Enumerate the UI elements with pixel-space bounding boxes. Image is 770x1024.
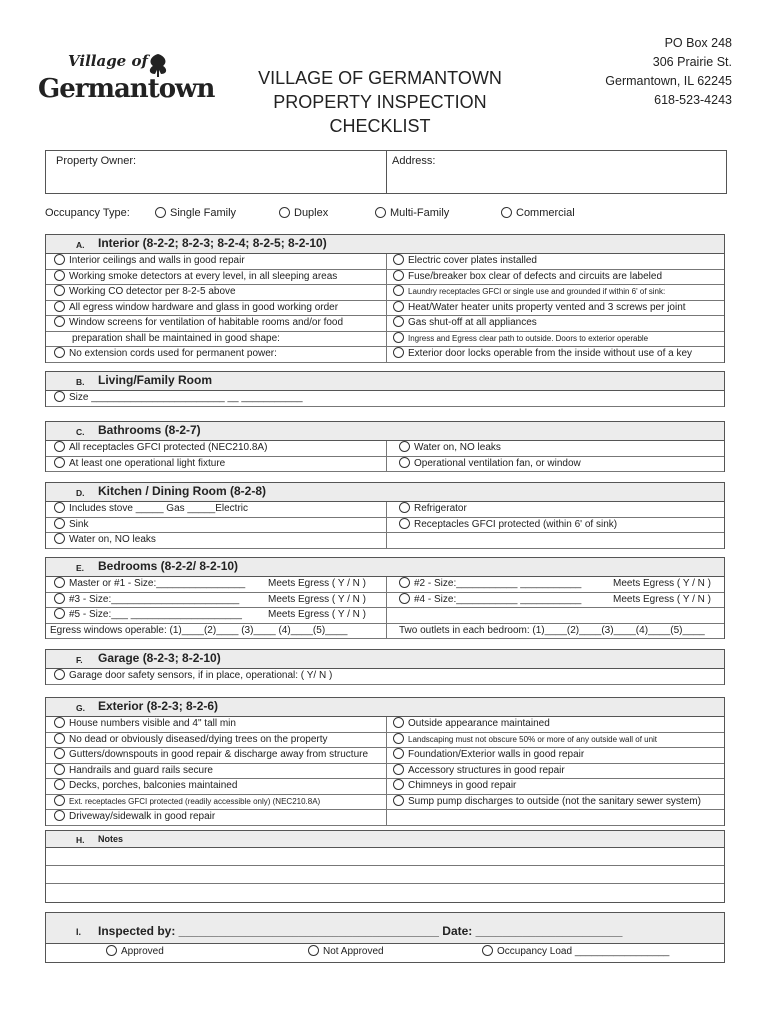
checkbox-radio[interactable] [54, 301, 65, 312]
section-header [45, 557, 725, 577]
address-line: 306 Prairie St. [652, 55, 732, 69]
checkbox-radio[interactable] [393, 795, 404, 806]
check-item: Garage door safety sensors, if in place, operational: ( Y/ N ) [69, 670, 333, 681]
checkbox-radio[interactable] [54, 577, 65, 588]
section-letter: I. [76, 927, 82, 937]
owner-field[interactable] [126, 153, 381, 189]
check-item: Laundry receptacles GFCI or single use and grounded if within 6' of sink: [408, 287, 666, 296]
check-item: Accessory structures in good repair [408, 764, 565, 776]
checkbox-radio[interactable] [399, 593, 410, 604]
check-item: House numbers visible and 4" tall min [69, 718, 236, 729]
checkbox-radio[interactable] [54, 391, 65, 402]
section-letter: E. [76, 563, 85, 573]
checkbox-radio[interactable] [54, 254, 65, 265]
title-line-2: PROPERTY INSPECTION CHECKLIST [273, 92, 487, 136]
bedroom-size: #4 - Size:___________ ___________ [414, 593, 582, 605]
section-letter: H. [76, 835, 85, 845]
check-item: Working smoke detectors at every level, in all sleeping areas [69, 270, 338, 282]
approved-option[interactable] [106, 944, 164, 960]
bedroom-size: #2 - Size:___________ ___________ [414, 578, 582, 589]
checkbox-radio[interactable] [54, 810, 65, 821]
section-kitchen [45, 482, 725, 549]
radio-icon[interactable] [155, 207, 166, 218]
checkbox-radio[interactable] [393, 301, 404, 312]
opt-label: Commercial [516, 207, 575, 219]
inspection-header [45, 912, 725, 944]
outlets-line: Two outlets in each bedroom: (1)____(2)____(3)____(4)____(5)____ [399, 624, 705, 636]
checkbox-radio[interactable] [393, 254, 404, 265]
occupancy-multi[interactable] [375, 207, 449, 219]
section-letter: D. [76, 488, 85, 498]
checkbox-radio[interactable] [393, 285, 404, 296]
check-item: No dead or obviously diseased/dying trees on the property [69, 733, 328, 745]
checkbox-radio[interactable] [393, 347, 404, 358]
checkbox-radio[interactable] [54, 795, 65, 806]
check-item: Sink [69, 518, 89, 530]
section-title: Bedrooms (8-2-2/ 8-2-10) [98, 559, 239, 573]
section-title: Exterior (8-2-3; 8-2-6) [98, 699, 219, 713]
check-item: Includes stove _____ Gas _____Electric [69, 503, 248, 514]
section-notes [45, 830, 725, 903]
address-label: Address: [392, 155, 436, 167]
checkbox-radio[interactable] [54, 285, 65, 296]
opt-label: Multi-Family [390, 207, 450, 219]
meets-egress: Meets Egress ( Y / N ) [268, 609, 366, 620]
check-item: Interior ceilings and walls in good repair [69, 255, 245, 266]
section-bedrooms [45, 557, 725, 639]
bedroom-size: #3 - Size:_______________________ [69, 593, 240, 605]
checkbox-radio[interactable] [54, 733, 65, 744]
section-letter: G. [76, 703, 85, 713]
not-approved-option[interactable] [308, 944, 384, 960]
check-item: Refrigerator [414, 503, 467, 514]
checkbox-radio[interactable] [393, 748, 404, 759]
section-letter: F. [76, 655, 83, 665]
check-item: Working CO detector per 8-2-5 above [69, 286, 236, 297]
section-title: Interior (8-2-2; 8-2-3; 8-2-4; 8-2-5; 8-2-10) [98, 236, 327, 250]
section-interior [45, 234, 725, 363]
address-field[interactable] [441, 153, 721, 189]
meets-egress: Meets Egress ( Y / N ) [268, 578, 366, 589]
section-header [45, 697, 725, 717]
section-title: Kitchen / Dining Room (8-2-8) [98, 484, 266, 498]
check-item: Ingress and Egress clear path to outside. Doors to exterior operable [408, 333, 649, 343]
checkbox-radio[interactable] [54, 717, 65, 728]
section-exterior [45, 697, 725, 826]
section-header [45, 482, 725, 502]
check-item: Electric cover plates installed [408, 255, 537, 266]
check-item: Driveway/sidewalk in good repair [69, 811, 216, 822]
occupancy-label: Occupancy Type: [45, 207, 130, 219]
section-header [45, 234, 725, 254]
check-item: Heat/Water heater units property vented and 3 screws per joint [408, 301, 686, 313]
checkbox-radio[interactable] [399, 457, 410, 468]
occupancy-commercial[interactable] [501, 207, 575, 219]
check-item: Handrails and guard rails secure [69, 764, 213, 776]
checkbox-radio[interactable] [54, 441, 65, 452]
checkbox-radio[interactable] [399, 441, 410, 452]
checkbox-radio[interactable] [393, 270, 404, 281]
checkbox-radio[interactable] [393, 332, 404, 343]
section-letter: C. [76, 427, 85, 437]
checkbox-radio[interactable] [54, 593, 65, 604]
check-item: Landscaping must not obscure 50% or more of any outside wall of unit [408, 734, 658, 744]
radio-icon[interactable] [375, 207, 386, 218]
title-line-1: VILLAGE OF GERMANTOWN [258, 68, 502, 88]
checkbox-radio[interactable] [399, 502, 410, 513]
checkbox-radio[interactable] [54, 270, 65, 281]
check-item: Foundation/Exterior walls in good repair [408, 749, 585, 760]
section-living-room [45, 371, 725, 407]
bedroom-size: Master or #1 - Size:________________ [69, 578, 246, 589]
radio-icon[interactable] [482, 945, 493, 956]
address-line: Germantown, IL 62245 [605, 74, 732, 88]
check-item: Size ________________________ __ ___________ [69, 392, 303, 403]
opt-label: Single Family [170, 207, 237, 219]
checkbox-radio[interactable] [54, 669, 65, 680]
check-item: Sump pump discharges to outside (not the sanitary sewer system) [408, 795, 701, 807]
section-title: Bathrooms (8-2-7) [98, 423, 201, 437]
check-item: Gutters/downspouts in good repair & discharge away from structure [69, 749, 369, 760]
section-header [45, 421, 725, 441]
radio-icon[interactable] [501, 207, 512, 218]
occupancy-row [45, 207, 725, 223]
occupancy-single[interactable] [155, 207, 236, 219]
village-logo [38, 52, 215, 112]
check-item: All receptacles GFCI protected (NEC210.8A) [69, 442, 268, 453]
bedroom-size: #5 - Size:___ ____________________ [69, 609, 242, 620]
check-item: Ext. receptacles GFCI protected (readily accessible only) (NEC210.8A) [69, 796, 321, 806]
checkbox-radio[interactable] [393, 316, 404, 327]
check-item: Exterior door locks operable from the inside without use of a key [408, 348, 693, 359]
check-item: Water on, NO leaks [414, 442, 501, 453]
opt-label: Occupancy Load _________________ [497, 946, 670, 957]
opt-label: Not Approved [323, 946, 384, 957]
radio-icon[interactable] [308, 945, 319, 956]
checkbox-radio[interactable] [54, 608, 65, 619]
section-header [45, 830, 725, 848]
section-header [45, 371, 725, 391]
checkbox-radio[interactable] [393, 717, 404, 728]
section-title: Garage (8-2-3; 8-2-10) [98, 651, 221, 665]
section-letter: A. [76, 240, 85, 250]
check-item: Gas shut-off at all appliances [408, 317, 537, 328]
checkbox-radio[interactable] [54, 748, 65, 759]
section-title: Living/Family Room [98, 373, 213, 387]
owner-label: Property Owner: [56, 155, 137, 167]
occupancy-duplex[interactable] [279, 207, 328, 219]
radio-icon[interactable] [279, 207, 290, 218]
check-item: Receptacles GFCI protected (within 6' of sink) [414, 518, 618, 530]
check-item: Chimneys in good repair [408, 780, 517, 791]
checkbox-radio[interactable] [54, 502, 65, 513]
opt-label: Duplex [294, 207, 329, 219]
section-header [45, 649, 725, 669]
owner-address-box [45, 150, 727, 194]
check-item: Window screens for ventilation of habitable rooms and/or food [69, 317, 344, 328]
meets-egress: Meets Egress ( Y / N ) [613, 578, 711, 589]
checkbox-radio[interactable] [54, 316, 65, 327]
checkbox-radio[interactable] [54, 518, 65, 529]
check-item: preparation shall be maintained in good shape: [72, 332, 280, 344]
check-item: Operational ventilation fan, or window [414, 457, 581, 469]
logo-top-text: Village of [68, 52, 148, 70]
section-title: Notes [98, 834, 124, 844]
check-item: No extension cords used for permanent power: [69, 348, 277, 359]
check-item: Decks, porches, balconies maintained [69, 780, 238, 791]
check-item: Fuse/breaker box clear of defects and circuits are labeled [408, 270, 663, 282]
checkbox-radio[interactable] [393, 733, 404, 744]
section-garage [45, 649, 725, 685]
section-inspection [45, 912, 725, 963]
checkbox-radio[interactable] [393, 764, 404, 775]
section-letter: B. [76, 377, 85, 387]
checkbox-radio[interactable] [54, 347, 65, 358]
notes-area[interactable] [45, 848, 725, 903]
village-address [605, 34, 732, 110]
checkbox-radio[interactable] [54, 764, 65, 775]
meets-egress: Meets Egress ( Y / N ) [613, 593, 711, 605]
section-bathrooms [45, 421, 725, 472]
check-item: Water on, NO leaks [69, 534, 156, 545]
inspected-by-date[interactable]: Inspected by: _______________________________________ Date: ______________________ [98, 924, 623, 938]
checkbox-radio[interactable] [393, 779, 404, 790]
check-item: At least one operational light fixture [69, 457, 226, 469]
checkbox-radio[interactable] [399, 518, 410, 529]
egress-windows-line: Egress windows operable: (1)____(2)____ (3)____ (4)____(5)____ [50, 624, 348, 636]
opt-label: Approved [121, 946, 164, 957]
checkbox-radio[interactable] [399, 577, 410, 588]
checkbox-radio[interactable] [54, 457, 65, 468]
check-item: Outside appearance maintained [408, 718, 550, 729]
radio-icon[interactable] [106, 945, 117, 956]
checkbox-radio[interactable] [54, 779, 65, 790]
occupancy-load-option[interactable] [482, 944, 669, 960]
checkbox-radio[interactable] [54, 533, 65, 544]
meets-egress: Meets Egress ( Y / N ) [268, 593, 366, 605]
address-line: 618-523-4243 [654, 93, 732, 107]
page-title [230, 66, 530, 138]
logo-bottom-text: Germantown [38, 74, 215, 104]
address-line: PO Box 248 [664, 36, 732, 50]
check-item: All egress window hardware and glass in good working order [69, 301, 339, 313]
